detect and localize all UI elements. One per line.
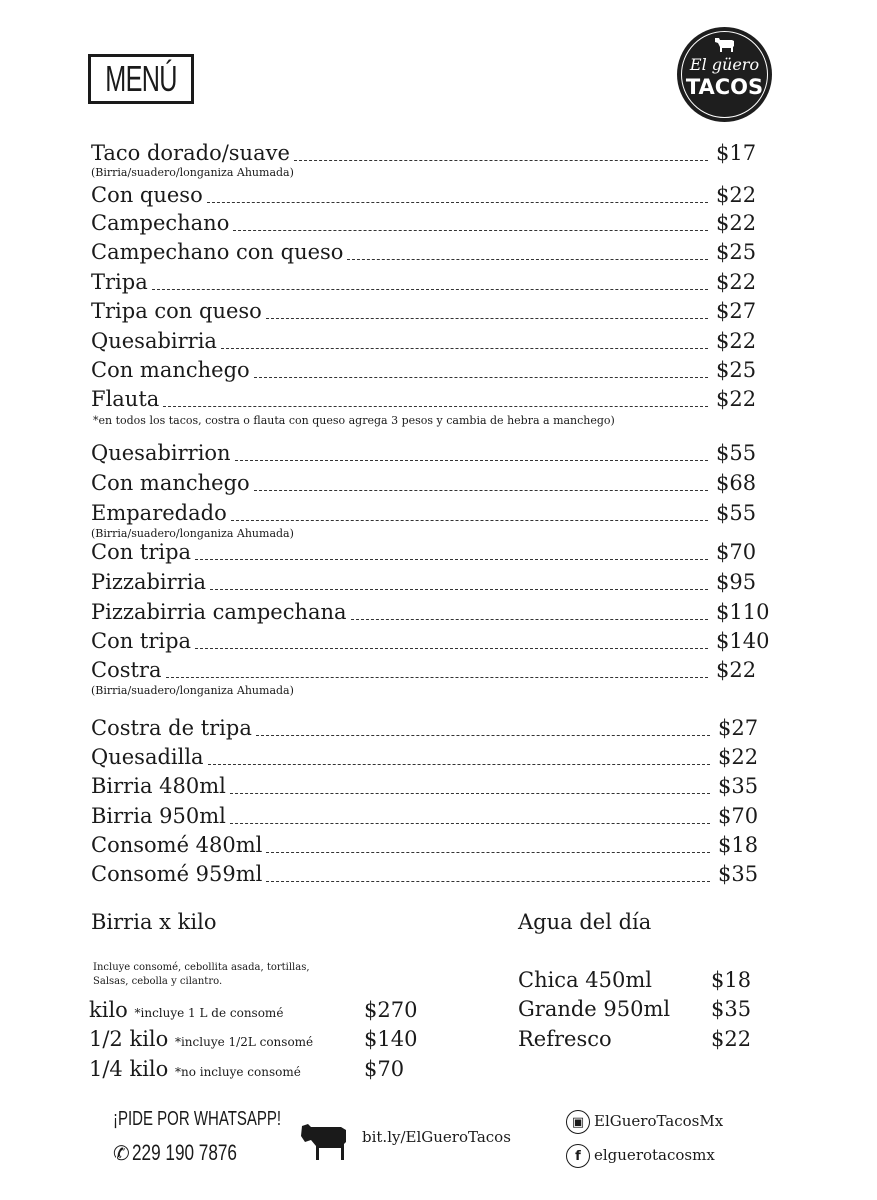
menu-item	[91, 440, 781, 466]
menu-item-name: Tripa con queso	[91, 299, 262, 323]
dotted-leader	[207, 202, 708, 203]
dotted-leader	[254, 377, 708, 378]
whatsapp-label: ¡PIDE POR WHATSAPP!	[113, 1108, 282, 1130]
menu-item-note: (Birria/suadero/longaniza Ahumada)	[91, 684, 294, 697]
dotted-leader	[230, 793, 710, 794]
menu-item-price: $27	[716, 299, 757, 323]
menu-title-text: MENÚ	[105, 58, 177, 99]
agua-item-name: Chica 450ml	[518, 968, 652, 992]
phone-icon: ✆	[113, 1141, 130, 1165]
agua-item-price: $22	[711, 1027, 752, 1051]
agua-item-name: Refresco	[518, 1027, 612, 1051]
menu-item-name: Flauta	[91, 387, 160, 411]
dotted-leader	[208, 764, 710, 765]
menu-item-name: Tripa	[91, 270, 148, 294]
menu-item-price: $22	[716, 270, 757, 294]
menu-item-name: Con queso	[91, 183, 203, 207]
menu-item-price: $70	[716, 540, 757, 564]
menu-item-name: Costra	[91, 658, 162, 682]
dotted-leader	[294, 160, 708, 161]
menu-item	[91, 182, 781, 208]
dotted-leader	[233, 230, 708, 231]
instagram-icon: ▣	[566, 1110, 590, 1134]
menu-item	[91, 599, 781, 625]
menu-item-price: $22	[718, 745, 759, 769]
dotted-leader	[266, 852, 710, 853]
agua-item-price: $35	[711, 997, 752, 1021]
kilo-item-price: $140	[364, 1027, 418, 1051]
menu-item	[91, 773, 781, 799]
dotted-leader	[266, 881, 710, 882]
menu-item-price: $35	[718, 862, 759, 886]
facebook-handle: elguerotacosmx	[594, 1146, 715, 1164]
kilo-item-note: *no incluye consomé	[174, 1065, 301, 1079]
dotted-leader	[163, 406, 708, 407]
kilo-title: Birria x kilo	[91, 910, 217, 934]
kilo-item-note: *incluye 1 L de consomé	[134, 1006, 284, 1020]
menu-item	[91, 657, 781, 683]
menu-item-name: Birria 480ml	[91, 774, 226, 798]
kilo-item-name: 1/2 kilo	[89, 1027, 169, 1051]
instagram-handle: ElGueroTacosMx	[594, 1112, 724, 1130]
menu-item-price: $18	[718, 833, 759, 857]
kilo-item-note: *incluye 1/2L consomé	[174, 1035, 314, 1049]
menu-item-price: $95	[716, 570, 757, 594]
kilo-desc-line1: Incluye consomé, cebollita asada, tortillas,	[93, 962, 310, 973]
dotted-leader	[230, 823, 710, 824]
kilo-item-name: 1/4 kilo	[89, 1057, 169, 1081]
menu-item-note: *en todos los tacos, costra o flauta con queso agrega 3 pesos y cambia de hebra a manchego)	[93, 414, 615, 427]
menu-item-price: $27	[718, 716, 759, 740]
kilo-item-name: kilo	[89, 998, 128, 1022]
kilo-item	[89, 1057, 301, 1081]
menu-item-name: Quesabirria	[91, 329, 217, 353]
menu-item	[91, 298, 781, 324]
facebook-icon: f	[566, 1144, 590, 1168]
menu-item-price: $17	[716, 141, 757, 165]
menu-item-name: Con tripa	[91, 629, 192, 653]
kilo-item	[89, 1027, 313, 1051]
menu-item	[91, 386, 781, 412]
menu-item	[91, 628, 781, 654]
logo	[677, 27, 772, 122]
menu-item	[91, 500, 781, 526]
menu-item	[91, 569, 781, 595]
kilo-desc-line2: Salsas, cebolla y cilantro.	[93, 976, 223, 987]
menu-item-name: Emparedado	[91, 501, 227, 525]
facebook-row[interactable]	[566, 1144, 715, 1168]
dotted-leader	[235, 460, 708, 461]
menu-item	[91, 744, 781, 770]
menu-item-note: (Birria/suadero/longaniza Ahumada)	[91, 527, 294, 540]
dotted-leader	[195, 559, 708, 560]
menu-item-price: $70	[718, 804, 759, 828]
dotted-leader	[166, 677, 708, 678]
kilo-item-price: $70	[364, 1057, 405, 1081]
dotted-leader	[210, 589, 708, 590]
menu-item	[91, 269, 781, 295]
dotted-leader	[221, 348, 708, 349]
menu-item-price: $22	[716, 387, 757, 411]
kilo-description	[93, 961, 310, 989]
menu-item-name: Pizzabirria	[91, 570, 206, 594]
agua-item-name: Grande 950ml	[518, 997, 671, 1021]
dotted-leader	[347, 259, 708, 260]
agua-item-price: $18	[711, 968, 752, 992]
menu-item	[91, 140, 781, 166]
phone-row[interactable]	[113, 1140, 266, 1166]
menu-item-name: Quesabirrion	[91, 441, 231, 465]
menu-item-price: $110	[716, 600, 770, 624]
menu-item	[91, 357, 781, 383]
dotted-leader	[351, 619, 708, 620]
dotted-leader	[256, 735, 710, 736]
menu-item-name: Campechano con queso	[91, 240, 344, 264]
menu-item-price: $25	[716, 358, 757, 382]
menu-item-price: $55	[716, 501, 757, 525]
menu-item-price: $55	[716, 441, 757, 465]
menu-item	[91, 470, 781, 496]
menu-item-name: Campechano	[91, 211, 230, 235]
menu-item-price: $25	[716, 240, 757, 264]
instagram-row[interactable]	[566, 1110, 723, 1134]
menu-item-price: $35	[718, 774, 759, 798]
menu-item-price: $22	[716, 183, 757, 207]
menu-item-name: Consomé 480ml	[91, 833, 263, 857]
dotted-leader	[195, 648, 708, 649]
menu-item-note: (Birria/suadero/longaniza Ahumada)	[91, 166, 294, 179]
dotted-leader	[152, 289, 708, 290]
menu-title	[88, 54, 194, 104]
phone-number: 229 190 7876	[131, 1140, 237, 1165]
cow-icon	[300, 1120, 350, 1162]
menu-item-name: Con tripa	[91, 540, 192, 564]
kilo-item-price: $270	[364, 998, 418, 1022]
menu-item-price: $140	[716, 629, 770, 653]
kilo-item	[89, 998, 283, 1022]
menu-item-price: $22	[716, 329, 757, 353]
menu-item	[91, 715, 781, 741]
menu-item-price: $22	[716, 211, 757, 235]
menu-item-price: $68	[716, 471, 757, 495]
menu-item-name: Con manchego	[91, 471, 250, 495]
dotted-leader	[254, 490, 708, 491]
menu-item-name: Pizzabirria campechana	[91, 600, 347, 624]
cow-icon	[713, 35, 737, 53]
website-link[interactable]: bit.ly/ElGueroTacos	[362, 1128, 511, 1146]
dotted-leader	[266, 318, 708, 319]
menu-item-name: Consomé 959ml	[91, 862, 263, 886]
menu-item-name: Con manchego	[91, 358, 250, 382]
menu-item-name: Birria 950ml	[91, 804, 226, 828]
logo-line2: TACOS	[685, 75, 764, 99]
dotted-leader	[231, 520, 708, 521]
menu-item	[91, 210, 781, 236]
menu-item-name: Costra de tripa	[91, 716, 252, 740]
logo-line1: El güero	[689, 55, 760, 74]
menu-item	[91, 832, 781, 858]
menu-item-price: $22	[716, 658, 757, 682]
menu-item	[91, 239, 781, 265]
menu-item-name: Quesadilla	[91, 745, 204, 769]
menu-item	[91, 328, 781, 354]
menu-item-name: Taco dorado/suave	[91, 141, 290, 165]
agua-title: Agua del día	[518, 910, 652, 934]
menu-item	[91, 803, 781, 829]
menu-item	[91, 539, 781, 565]
menu-item	[91, 861, 781, 887]
